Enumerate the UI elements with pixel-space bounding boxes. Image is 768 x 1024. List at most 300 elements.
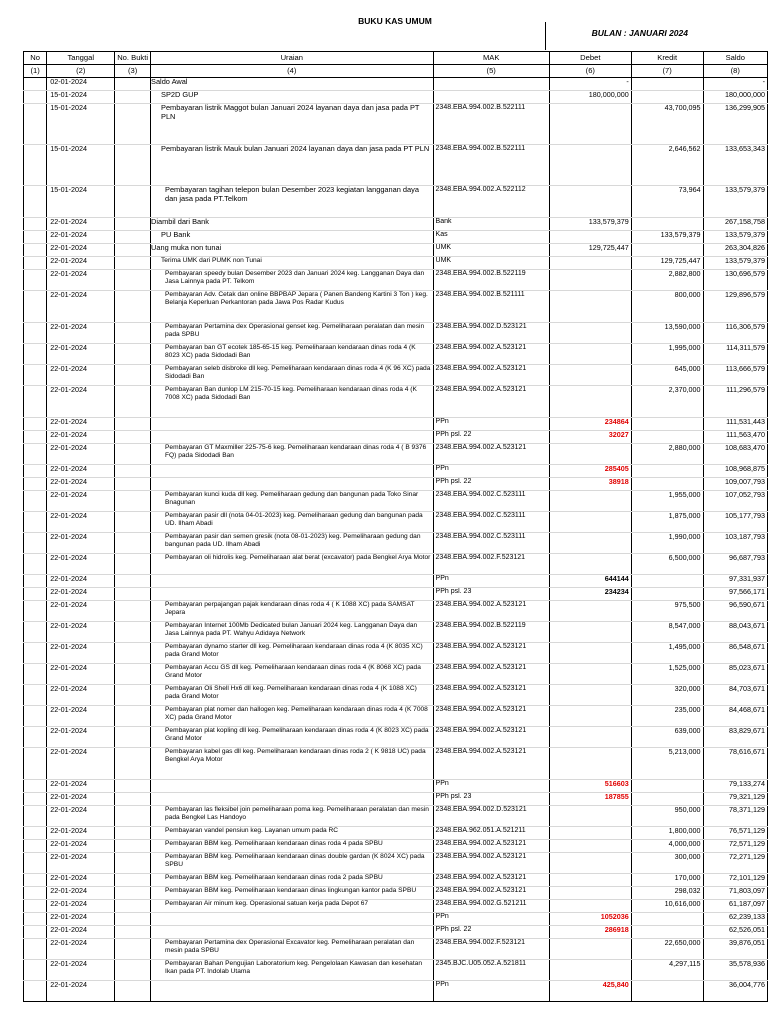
cell-mak: PPh psl. 23: [433, 793, 549, 806]
cell-debet: [549, 643, 631, 664]
cell-uraian: Pembayaran plat nomer dan hallogen keg. Pemeliharaan kendaraan dinas roda 4 (K 7008 XC) pada Grand Motor: [151, 706, 434, 727]
cell-saldo: 35,578,936: [703, 960, 767, 981]
cell-debet: [549, 257, 631, 270]
cell-no: [24, 685, 47, 706]
cell-mak: 2348.EBA.994.002.C.523111: [433, 533, 549, 554]
cell-saldo: 39,876,051: [703, 939, 767, 960]
table-row: [24, 91, 768, 104]
cell-no: [24, 533, 47, 554]
cell-no: [24, 491, 47, 512]
cell-tanggal: 22-01-2024: [47, 465, 115, 478]
month-label: BULAN : JANUARI 2024: [591, 28, 688, 38]
col-number-3: (3): [115, 65, 151, 78]
cell-tanggal: 22-01-2024: [47, 874, 115, 887]
cell-no-bukti: [115, 913, 151, 926]
cell-no: [24, 900, 47, 913]
cell-uraian: Saldo Awal: [151, 78, 434, 91]
cell-mak: 2348.EBA.994.002.B.522111: [433, 145, 549, 186]
cell-no-bukti: [115, 793, 151, 806]
table-row: [24, 145, 768, 186]
cell-debet: [549, 231, 631, 244]
cell-uraian: Pembayaran seleb disbroke dll keg. Pemeliharaan kendaraan dinas roda 4 (K 96 XC) pada Sidodadi Ban: [151, 365, 434, 386]
cell-no: [24, 512, 47, 533]
cell-saldo: -: [703, 78, 767, 91]
cell-debet: [549, 386, 631, 418]
cell-no-bukti: [115, 91, 151, 104]
table-row: [24, 104, 768, 145]
cell-tanggal: 22-01-2024: [47, 554, 115, 575]
cell-uraian: Pembayaran listrik Maggot bulan Januari 2024 layanan daya dan jasa pada PT PLN: [151, 104, 434, 145]
table-row: [24, 664, 768, 685]
cell-kredit: 73,964: [631, 186, 703, 218]
cell-uraian: [151, 793, 434, 806]
cell-tanggal: 22-01-2024: [47, 727, 115, 748]
cell-debet: 129,725,447: [549, 244, 631, 257]
cell-no-bukti: [115, 685, 151, 706]
cell-kredit: [631, 793, 703, 806]
cell-kredit: 300,000: [631, 853, 703, 874]
cell-uraian: Pembayaran BBM keg. Pemeliharaan kendaraan dinas roda 2 pada SPBU: [151, 874, 434, 887]
cell-no-bukti: [115, 444, 151, 465]
cell-tanggal: 22-01-2024: [47, 853, 115, 874]
cell-no-bukti: [115, 622, 151, 643]
cell-no: [24, 270, 47, 291]
cell-no: [24, 727, 47, 748]
cell-tanggal: 22-01-2024: [47, 601, 115, 622]
cell-uraian: Pembayaran kabel gas dll keg. Pemeliharaan kendaraan dinas roda 2 ( K 9818 UC) pada Bengkel Arya Motor: [151, 748, 434, 780]
cell-kredit: 2,646,562: [631, 145, 703, 186]
cell-uraian: Uang muka non tunai: [151, 244, 434, 257]
cell-tanggal: 22-01-2024: [47, 685, 115, 706]
cell-debet: [549, 323, 631, 344]
cell-saldo: 88,043,671: [703, 622, 767, 643]
cell-no: [24, 231, 47, 244]
cell-no: [24, 793, 47, 806]
table-row: [24, 575, 768, 588]
cell-kredit: 645,000: [631, 365, 703, 386]
cell-saldo: 267,158,758: [703, 218, 767, 231]
cell-tanggal: 22-01-2024: [47, 827, 115, 840]
cell-uraian: Pembayaran oli hidrolis keg. Pemeliharaan alat berat (excavator) pada Bengkel Arya Motor: [151, 554, 434, 575]
cell-uraian: Pembayaran pasir dan semen gresik (nota 08-01-2023) keg. Pemeliharaan gedung dan bangunan pada UD. Ilham Abadi: [151, 533, 434, 554]
cell-tanggal: 22-01-2024: [47, 664, 115, 685]
cell-uraian: [151, 588, 434, 601]
cell-no-bukti: [115, 104, 151, 145]
cell-debet: 234864: [549, 418, 631, 431]
cell-no: [24, 926, 47, 939]
cell-kredit: [631, 588, 703, 601]
cell-saldo: 133,579,379: [703, 257, 767, 270]
cell-debet: [549, 622, 631, 643]
cell-mak: 2348.EBA.994.002.D.523121: [433, 323, 549, 344]
cell-no-bukti: [115, 244, 151, 257]
cell-no: [24, 601, 47, 622]
cell-tanggal: 22-01-2024: [47, 512, 115, 533]
cell-no: [24, 478, 47, 491]
cell-no-bukti: [115, 291, 151, 323]
cell-mak: 2348.EBA.994.002.B.522119: [433, 622, 549, 643]
cell-saldo: 116,306,579: [703, 323, 767, 344]
cell-tanggal: 22-01-2024: [47, 244, 115, 257]
cell-tanggal: 22-01-2024: [47, 218, 115, 231]
cell-uraian: [151, 780, 434, 793]
table-row: [24, 601, 768, 622]
table-row: [24, 622, 768, 643]
cell-no-bukti: [115, 874, 151, 887]
cell-debet: [549, 365, 631, 386]
col-header-kredit: Kredit: [631, 52, 703, 65]
table-row: [24, 244, 768, 257]
cell-debet: [549, 270, 631, 291]
cell-uraian: Pembayaran GT Maxmiller 225-75-6 keg. Pemeliharaan kendaraan dinas roda 4 ( B 9376 FQ) pada Sidodadi Ban: [151, 444, 434, 465]
cell-no-bukti: [115, 827, 151, 840]
cell-tanggal: 22-01-2024: [47, 780, 115, 793]
table-row: [24, 465, 768, 478]
cell-saldo: 62,239,133: [703, 913, 767, 926]
col-number-6: (6): [549, 65, 631, 78]
cell-kredit: [631, 780, 703, 793]
cell-no-bukti: [115, 664, 151, 685]
cell-saldo: 83,829,671: [703, 727, 767, 748]
cell-kredit: 1,525,000: [631, 664, 703, 685]
cell-uraian: Pembayaran Adv. Cetak dan online BBPBAP Jepara ( Panen Bandeng Kartini 3 Ton ) keg. Belanja Keperluan Perkantoran pada Jawa Pos Radar Kudus: [151, 291, 434, 323]
table-row: [24, 827, 768, 840]
cell-no-bukti: [115, 554, 151, 575]
cell-saldo: 79,133,274: [703, 780, 767, 793]
cell-kredit: 235,000: [631, 706, 703, 727]
cell-kredit: 6,500,000: [631, 554, 703, 575]
cell-kredit: 639,000: [631, 727, 703, 748]
cell-debet: [549, 685, 631, 706]
cell-saldo: 72,271,129: [703, 853, 767, 874]
cell-saldo: 103,187,793: [703, 533, 767, 554]
cell-saldo: 136,299,905: [703, 104, 767, 145]
cell-no: [24, 887, 47, 900]
table-row: [24, 887, 768, 900]
cell-no-bukti: [115, 270, 151, 291]
cell-no-bukti: [115, 365, 151, 386]
cell-mak: 2348.EBA.994.002.A.523121: [433, 643, 549, 664]
cell-no: [24, 91, 47, 104]
col-number-5: (5): [433, 65, 549, 78]
cell-no: [24, 874, 47, 887]
cell-debet: [549, 444, 631, 465]
cell-saldo: 36,004,776: [703, 981, 767, 1002]
cell-mak: 2348.EBA.994.002.A.523121: [433, 386, 549, 418]
table-row: [24, 512, 768, 533]
cell-debet: [549, 344, 631, 365]
cell-no-bukti: [115, 806, 151, 827]
table-row: [24, 554, 768, 575]
cell-kredit: 975,500: [631, 601, 703, 622]
cell-no-bukti: [115, 926, 151, 939]
cell-uraian: Pembayaran BBM keg. Pemeliharaan kendaraan dinas double gardan (K 8024 XC) pada SPBU: [151, 853, 434, 874]
table-row: [24, 291, 768, 323]
cell-mak: 2348.EBA.994.002.A.523121: [433, 748, 549, 780]
cell-no: [24, 780, 47, 793]
cell-tanggal: 22-01-2024: [47, 231, 115, 244]
cell-no-bukti: [115, 257, 151, 270]
cell-saldo: 84,703,671: [703, 685, 767, 706]
table-row: [24, 533, 768, 554]
cell-kredit: [631, 575, 703, 588]
cell-kredit: [631, 418, 703, 431]
cell-no: [24, 588, 47, 601]
cell-kredit: [631, 465, 703, 478]
cell-mak: 2348.EBA.994.002.F.523121: [433, 939, 549, 960]
cell-saldo: 72,571,129: [703, 840, 767, 853]
cell-debet: [549, 874, 631, 887]
cell-mak: 2348.EBA.994.002.A.523121: [433, 664, 549, 685]
table-row: [24, 491, 768, 512]
cell-kredit: 5,213,000: [631, 748, 703, 780]
cell-debet: 133,579,379: [549, 218, 631, 231]
cell-mak: 2348.EBA.994.002.G.521211: [433, 900, 549, 913]
cell-tanggal: 22-01-2024: [47, 981, 115, 1002]
table-row: [24, 727, 768, 748]
cell-saldo: 109,007,793: [703, 478, 767, 491]
cell-no-bukti: [115, 465, 151, 478]
cell-kredit: 13,590,000: [631, 323, 703, 344]
cell-uraian: Pembayaran Internet 100Mb Dedicated bulan Januari 2024 keg. Langganan Daya dan Jasa Lainnya pada PT. Wahyu Adidaya Network: [151, 622, 434, 643]
table-row: [24, 365, 768, 386]
document-title: BUKU KAS UMUM: [358, 16, 432, 26]
table-row: [24, 444, 768, 465]
col-number-8: (8): [703, 65, 767, 78]
cell-uraian: Pembayaran Oli Shell Hx6 dll keg. Pemeliharaan kendaraan dinas roda 4 (K 1088 XC) pada Grand Motor: [151, 685, 434, 706]
cell-tanggal: 22-01-2024: [47, 622, 115, 643]
col-number-4: (4): [151, 65, 434, 78]
table-row: [24, 431, 768, 444]
cell-debet: [549, 512, 631, 533]
col-number-1: (1): [24, 65, 47, 78]
cell-uraian: [151, 431, 434, 444]
cell-mak: Bank: [433, 218, 549, 231]
table-row: [24, 643, 768, 664]
cell-no: [24, 344, 47, 365]
cell-saldo: 130,696,579: [703, 270, 767, 291]
cell-tanggal: 22-01-2024: [47, 748, 115, 780]
cell-tanggal: 02-01-2024: [47, 78, 115, 91]
col-number-7: (7): [631, 65, 703, 78]
cell-saldo: 72,101,129: [703, 874, 767, 887]
cell-no-bukti: [115, 418, 151, 431]
header-divider: [545, 22, 546, 50]
cell-mak: Kas: [433, 231, 549, 244]
cell-debet: [549, 827, 631, 840]
cell-tanggal: 22-01-2024: [47, 643, 115, 664]
cell-mak: 2348.EBA.994.002.B.521111: [433, 291, 549, 323]
cell-uraian: [151, 575, 434, 588]
cell-uraian: Pembayaran Ban dunlop LM 215-70-15 keg. Pemeliharaan kendaraan dinas roda 4 (K 7008 XC) pada Sidodadi Ban: [151, 386, 434, 418]
cell-uraian: Pembayaran Pertamina dex Operasional genset keg. Pemeliharaan peralatan dan mesin pada SPBU: [151, 323, 434, 344]
cell-mak: 2348.EBA.994.002.F.523121: [433, 554, 549, 575]
cell-tanggal: 22-01-2024: [47, 491, 115, 512]
cell-kredit: 1,875,000: [631, 512, 703, 533]
cell-tanggal: 22-01-2024: [47, 926, 115, 939]
cell-debet: [549, 491, 631, 512]
cell-debet: 644144: [549, 575, 631, 588]
cell-no: [24, 431, 47, 444]
cell-tanggal: 22-01-2024: [47, 344, 115, 365]
cell-debet: [549, 706, 631, 727]
cell-tanggal: 22-01-2024: [47, 960, 115, 981]
cell-debet: [549, 291, 631, 323]
cell-no-bukti: [115, 706, 151, 727]
cell-kredit: [631, 244, 703, 257]
cell-uraian: Pembayaran Bahan Pengujian Laboratorium keg. Pengelolaan Kawasan dan kesehatan Ikan pada PT. Indolab Utama: [151, 960, 434, 981]
cell-uraian: Pembayaran ban GT ecotek 185-65-15 keg. Pemeliharaan kendaraan dinas roda 4 (K 8023 XC) pada Sidodadi Ban: [151, 344, 434, 365]
table-row: [24, 323, 768, 344]
col-header-saldo: Saldo: [703, 52, 767, 65]
cell-uraian: Diambil dari Bank: [151, 218, 434, 231]
table-row: [24, 900, 768, 913]
cell-uraian: [151, 465, 434, 478]
cell-debet: [549, 840, 631, 853]
cell-tanggal: 22-01-2024: [47, 840, 115, 853]
cell-debet: [549, 664, 631, 685]
cell-saldo: 78,616,671: [703, 748, 767, 780]
cell-mak: 2348.EBA.994.002.A.523121: [433, 601, 549, 622]
cell-mak: UMK: [433, 244, 549, 257]
cell-uraian: Pembayaran perpajangan pajak kendaraan dinas roda 4 ( K 1088 XC) pada SAMSAT Jepara: [151, 601, 434, 622]
table-row: [24, 685, 768, 706]
cell-uraian: [151, 478, 434, 491]
cell-debet: [549, 727, 631, 748]
cell-mak: 2348.EBA.994.002.A.522112: [433, 186, 549, 218]
cell-kredit: 1,995,000: [631, 344, 703, 365]
cell-no-bukti: [115, 780, 151, 793]
cell-no: [24, 960, 47, 981]
cell-no: [24, 186, 47, 218]
cell-saldo: 111,296,579: [703, 386, 767, 418]
cell-no: [24, 444, 47, 465]
cell-tanggal: 22-01-2024: [47, 706, 115, 727]
cell-debet: [549, 533, 631, 554]
table-row: [24, 270, 768, 291]
cell-tanggal: 22-01-2024: [47, 257, 115, 270]
cell-saldo: 133,653,343: [703, 145, 767, 186]
col-header-no-bukti: No. Bukti: [115, 52, 151, 65]
cell-saldo: 107,052,793: [703, 491, 767, 512]
cell-uraian: Pembayaran vandel pensiun keg. Layanan umum pada RC: [151, 827, 434, 840]
cell-debet: 180,000,000: [549, 91, 631, 104]
cell-mak: [433, 91, 549, 104]
cell-saldo: 108,968,875: [703, 465, 767, 478]
cell-uraian: Pembayaran kunci kuda dll keg. Pemeliharaan gedung dan bangunan pada Toko Sinar Bnagunan: [151, 491, 434, 512]
cell-kredit: 320,000: [631, 685, 703, 706]
cell-kredit: 10,616,000: [631, 900, 703, 913]
cell-kredit: 133,579,379: [631, 231, 703, 244]
cell-saldo: 129,896,579: [703, 291, 767, 323]
table-row: [24, 926, 768, 939]
table-row: [24, 840, 768, 853]
cell-saldo: 111,563,470: [703, 431, 767, 444]
cell-saldo: 133,579,379: [703, 186, 767, 218]
cell-mak: PPn: [433, 575, 549, 588]
cell-debet: -: [549, 78, 631, 91]
cell-saldo: 86,548,671: [703, 643, 767, 664]
cell-debet: [549, 900, 631, 913]
cell-debet: [549, 554, 631, 575]
cell-mak: PPn: [433, 418, 549, 431]
table-row: [24, 418, 768, 431]
cell-mak: 2348.EBA.994.002.A.523121: [433, 874, 549, 887]
cell-kredit: [631, 913, 703, 926]
cell-kredit: 298,032: [631, 887, 703, 900]
cell-no-bukti: [115, 218, 151, 231]
table-row: [24, 806, 768, 827]
col-header-mak: MAK: [433, 52, 549, 65]
cell-no-bukti: [115, 344, 151, 365]
cell-saldo: 96,590,671: [703, 601, 767, 622]
cell-no: [24, 840, 47, 853]
cell-kredit: 4,297,115: [631, 960, 703, 981]
cell-mak: 2348.EBA.994.002.C.523111: [433, 512, 549, 533]
cell-no: [24, 622, 47, 643]
table-row: [24, 344, 768, 365]
cell-no-bukti: [115, 78, 151, 91]
cell-uraian: Pembayaran Accu GS dll keg. Pemeliharaan kendaraan dinas roda 4 (K 8068 XC) pada Grand Motor: [151, 664, 434, 685]
cell-mak: 2348.EBA.994.002.B.522119: [433, 270, 549, 291]
cell-mak: PPn: [433, 913, 549, 926]
table-row: [24, 793, 768, 806]
cell-mak: 2348.EBA.994.002.A.523121: [433, 853, 549, 874]
cell-debet: 286918: [549, 926, 631, 939]
cell-no-bukti: [115, 643, 151, 664]
cell-tanggal: 22-01-2024: [47, 900, 115, 913]
cell-no-bukti: [115, 601, 151, 622]
cell-kredit: 129,725,447: [631, 257, 703, 270]
cell-tanggal: 22-01-2024: [47, 365, 115, 386]
cell-tanggal: 22-01-2024: [47, 588, 115, 601]
cell-no-bukti: [115, 323, 151, 344]
cell-tanggal: 22-01-2024: [47, 793, 115, 806]
cell-no: [24, 806, 47, 827]
cell-debet: 38918: [549, 478, 631, 491]
cell-kredit: [631, 981, 703, 1002]
cell-no-bukti: [115, 981, 151, 1002]
col-header-debet: Debet: [549, 52, 631, 65]
cell-mak: 2348.EBA.994.002.C.523111: [433, 491, 549, 512]
cell-uraian: Pembayaran dynamo starter dll keg. Pemeliharaan kendaraan dinas roda 4 (K 8035 XC) pada Grand Motor: [151, 643, 434, 664]
col-header-tanggal: Tanggal: [47, 52, 115, 65]
cell-kredit: 2,882,800: [631, 270, 703, 291]
table-row: [24, 853, 768, 874]
cash-book-table: [23, 51, 768, 1002]
cell-no: [24, 244, 47, 257]
cell-kredit: [631, 431, 703, 444]
cell-debet: [549, 960, 631, 981]
cell-debet: [549, 186, 631, 218]
cell-no: [24, 913, 47, 926]
cell-no: [24, 748, 47, 780]
cell-kredit: [631, 78, 703, 91]
cell-kredit: 4,000,000: [631, 840, 703, 853]
col-number-2: (2): [47, 65, 115, 78]
cell-tanggal: 22-01-2024: [47, 939, 115, 960]
table-row: [24, 748, 768, 780]
cell-kredit: 2,880,000: [631, 444, 703, 465]
cell-saldo: 113,666,579: [703, 365, 767, 386]
cell-debet: 1052036: [549, 913, 631, 926]
table-header: [24, 52, 768, 78]
cell-tanggal: 22-01-2024: [47, 418, 115, 431]
table-row: [24, 939, 768, 960]
cell-mak: PPh psl. 22: [433, 478, 549, 491]
cell-kredit: 1,495,000: [631, 643, 703, 664]
cell-mak: PPn: [433, 465, 549, 478]
